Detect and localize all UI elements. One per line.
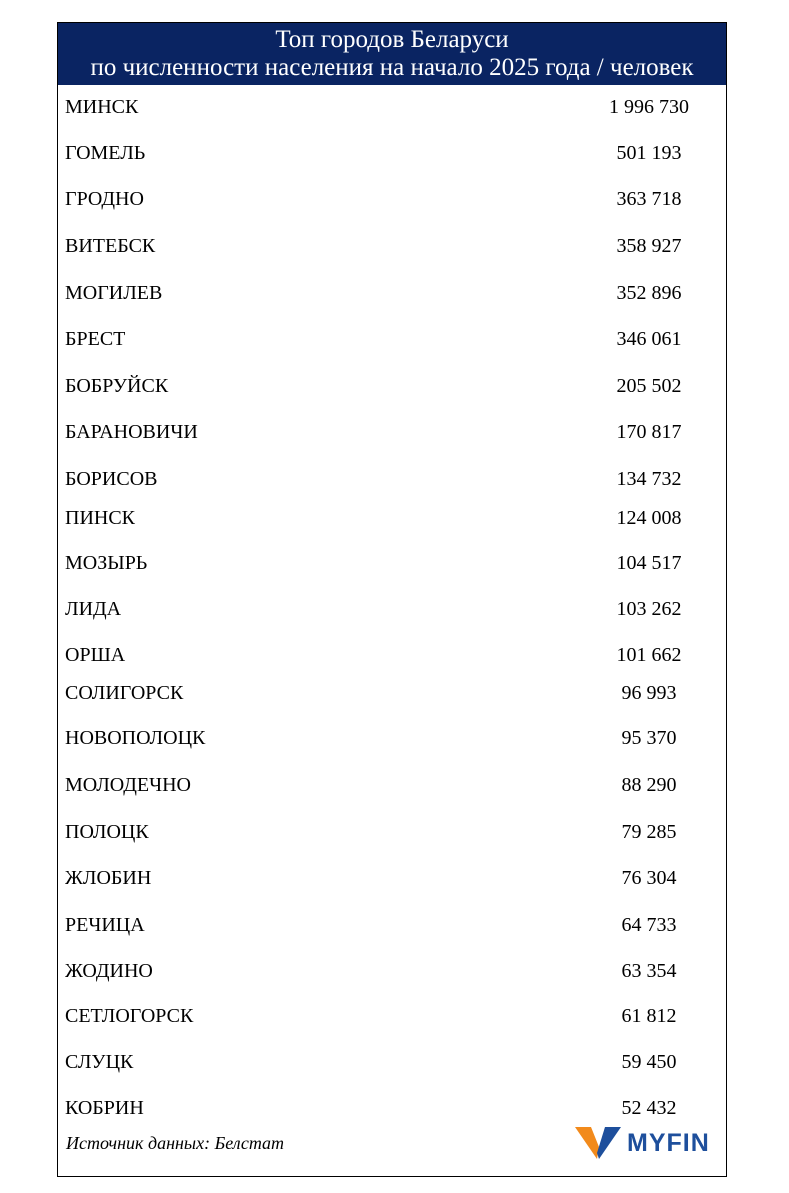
- table-row: [58, 596, 726, 622]
- city-name: ЖОДИНО: [65, 960, 153, 982]
- population-value: 358 927: [616, 235, 682, 257]
- table-row: [58, 373, 726, 399]
- city-name: ПИНСК: [65, 507, 136, 529]
- table-row: [58, 186, 726, 212]
- table-row: [58, 1095, 726, 1121]
- table-row: [58, 819, 726, 845]
- city-name: МОГИЛЕВ: [65, 282, 163, 304]
- table-row: [58, 550, 726, 576]
- population-value: 352 896: [616, 282, 682, 304]
- city-name: МИНСК: [65, 96, 139, 118]
- population-value: 96 993: [621, 682, 677, 704]
- table-row: [58, 865, 726, 891]
- city-name: ОРША: [65, 644, 126, 666]
- table-row: [58, 233, 726, 259]
- table-row: [58, 505, 726, 531]
- population-value: 363 718: [616, 188, 682, 210]
- table-row: [58, 280, 726, 306]
- source-note: Источник данных: Белстат: [66, 1133, 285, 1153]
- population-value: 1 996 730: [609, 96, 689, 118]
- population-value: 134 732: [616, 468, 682, 490]
- city-name: БОРИСОВ: [65, 468, 158, 490]
- table-row: [58, 94, 726, 120]
- city-name: РЕЧИЦА: [65, 914, 145, 936]
- city-name: МОЗЫРЬ: [65, 552, 148, 574]
- table-frame: [57, 22, 727, 1177]
- city-name: МОЛОДЕЧНО: [65, 774, 191, 796]
- population-value: 104 517: [616, 552, 682, 574]
- city-name: ГРОДНО: [65, 188, 144, 210]
- city-name: СЛУЦК: [65, 1051, 134, 1073]
- city-name: ГОМЕЛЬ: [65, 142, 146, 164]
- table-row: [58, 326, 726, 352]
- city-name: БОБРУЙСК: [65, 375, 169, 397]
- city-name: КОБРИН: [65, 1097, 144, 1119]
- table-row: [58, 772, 726, 798]
- population-value: 103 262: [616, 598, 682, 620]
- table-row: [58, 958, 726, 984]
- population-value: 95 370: [621, 727, 677, 749]
- city-name: ВИТЕБСК: [65, 235, 156, 257]
- city-name: НОВОПОЛОЦК: [65, 727, 206, 749]
- myfin-logo: [575, 1125, 725, 1161]
- table-row: [58, 725, 726, 751]
- population-value: 63 354: [621, 960, 677, 982]
- table-row: [58, 1003, 726, 1029]
- city-name: СЕТЛОГОРСК: [65, 1005, 194, 1027]
- population-value: 64 733: [621, 914, 677, 936]
- city-name: ЛИДА: [65, 598, 122, 620]
- city-name: ПОЛОЦК: [65, 821, 149, 843]
- population-value: 79 285: [621, 821, 677, 843]
- table-row: [58, 140, 726, 166]
- city-name: СОЛИГОРСК: [65, 682, 184, 704]
- table-row: [58, 466, 726, 492]
- population-value: 61 812: [621, 1005, 677, 1027]
- table-header: [58, 23, 726, 85]
- city-name: БАРАНОВИЧИ: [65, 421, 198, 443]
- population-value: 205 502: [616, 375, 682, 397]
- table-row: [58, 912, 726, 938]
- table-row: [58, 680, 726, 706]
- population-value: 88 290: [621, 774, 677, 796]
- table-row: [58, 419, 726, 445]
- header-title-line2: по численности населения на начало 2025 года / человек: [90, 54, 694, 81]
- population-value: 124 008: [616, 507, 682, 529]
- population-value: 76 304: [621, 867, 677, 889]
- population-value: 52 432: [621, 1097, 677, 1119]
- city-name: ЖЛОБИН: [65, 867, 152, 889]
- population-value: 59 450: [621, 1051, 677, 1073]
- city-name: БРЕСТ: [65, 328, 126, 350]
- logo-text: MYFIN: [627, 1129, 710, 1157]
- table-row: [58, 1049, 726, 1075]
- header-title-line1: Топ городов Беларуси: [275, 26, 509, 53]
- population-value: 346 061: [616, 328, 682, 350]
- population-value: 501 193: [616, 142, 682, 164]
- population-value: 101 662: [616, 644, 682, 666]
- population-value: 170 817: [616, 421, 682, 443]
- table-row: [58, 642, 726, 668]
- myfin-v-icon: [575, 1125, 623, 1161]
